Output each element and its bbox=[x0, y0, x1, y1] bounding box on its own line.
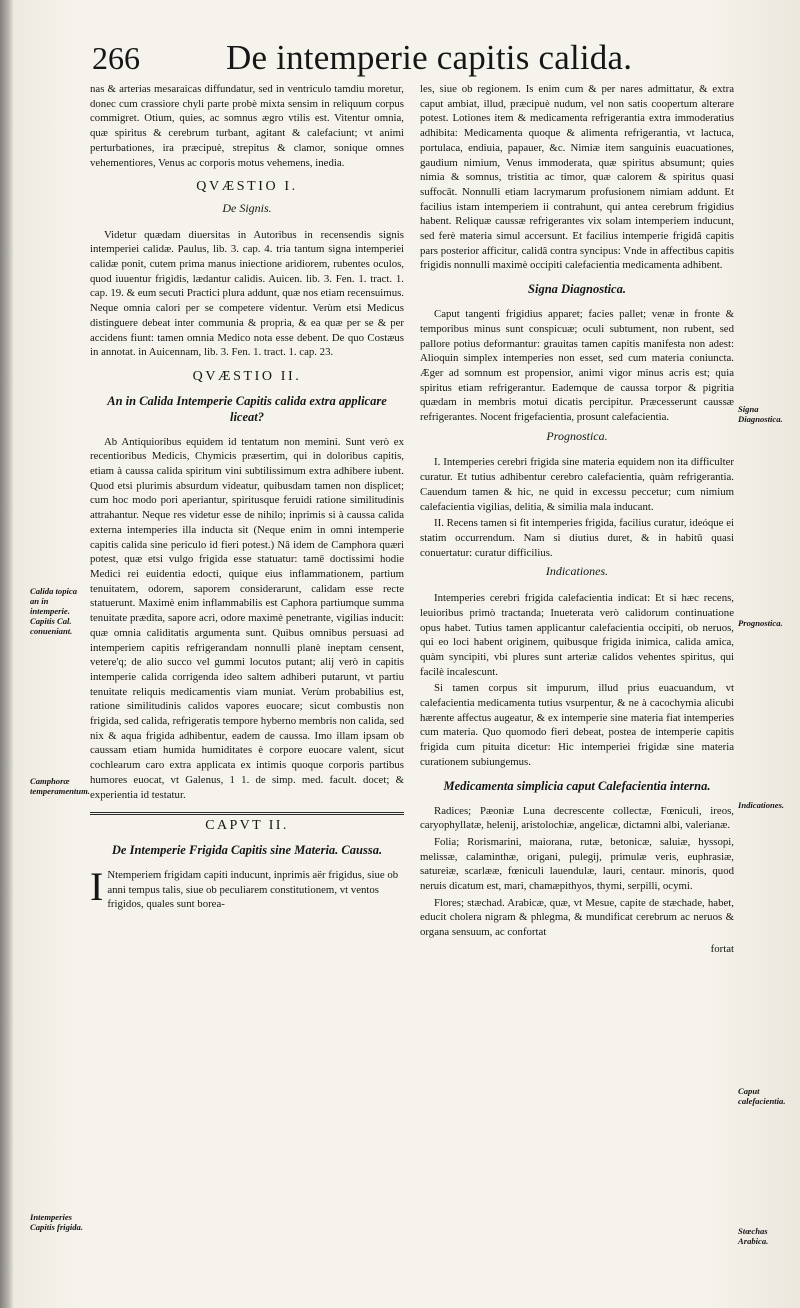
prognostica-title: Prognostica. bbox=[546, 428, 608, 443]
drop-capital: I bbox=[90, 863, 104, 909]
catchword: fortat bbox=[710, 942, 734, 955]
page-gutter-shadow bbox=[0, 0, 14, 1308]
margin-note-camphora: Camphoræ temperamentum. bbox=[30, 776, 90, 796]
right-column bbox=[420, 82, 734, 957]
margin-note-calida-topica: Calida topica an in intemperie. Capitis Cal. conueniant. bbox=[30, 586, 78, 636]
prognostica-body-1: I. Intemperies cerebri frigida sine materia equidem non ita difficulter curatur. Et tutius adhibentur cerebro calefacientia, quàm refrigerantia. Cauendum tamen & hic, ne quid in excessu peccetur; cum nimium calefacientia vigilias, delitia, & similia mala inducant. bbox=[420, 456, 734, 513]
section-rule bbox=[90, 812, 404, 815]
quaestio-1-body: Videtur quædam diuersitas in Autoribus in recensendis signis intemperiei calidæ. Paulus, lib. 3. cap. 4. tria tantum signa intemperiei calidæ ponit, cutem prima manus iniectione aridiorem, rubentes oculos, quod iuuentur frigidis, lædantur calidis. Auicen. lib. 3. Fen. 1. tract. 1. cap. 19. & eum secuti Practici plura addunt, quæ nos etiam recensuimus. Neque omnia calori per se competere videntur. Verùm etsi Medicus distinguere debeat inter communia & propria, & ea quæ per se & per accidens fiunt: tamen omnia Medico nota esse debent. De quo Costæus in annotat. in Auicennam, lib. 3. Fen. 1. tract. 1. cap. 23. bbox=[90, 228, 404, 359]
indicationes-body-2: Si tamen corpus sit impurum, illud prius euacuandum, vt calefacientia medicamenta tutius vsurpentur, & ne à cacochymia alicubi hærente affectus augeatur, & ex intemperie sine materia fiat intemperies cum materia. Quo quomodo fieri debeat, postea de intemperie capitis frigida cum pituita dicetur: Hic intemperiei frigidæ sine materia curationem subiungemus. bbox=[420, 682, 734, 768]
margin-note-indicationes: Indicationes. bbox=[738, 800, 785, 810]
intro-paragraph: nas & arterias mesaraicas diffundatur, sed in ventriculo tamdiu moretur, donec cum crassiore chyli parte probè mixta sensim in reliquum corpus commigret. Otium, quies, ac somnus ægro vtilis est. Vitentur omnia, quæ spiritus & cerebrum turbant, agitant & calefaciunt; vt animi perturbationes, ira præcipuè, strepitus & clamor, sonique omnes vehementiores, Venus ac corporis motus vehemens, inedia. bbox=[90, 83, 404, 169]
indicationes-body-1: Intemperies cerebri frigida calefacientia indicat: Et si hæc recens, leuioribus primò tractanda; Inueterata verò calidorum continuatione opus habet. Tutius tamen applicantur calefacientia occipiti, ob neruos, qui eo loci habent originem, quibusque frigida inimica, calida amica, quàm syncipiti, vbi plures sunt arteriæ calidos vehentes spiritus, qui facilè incalescunt. bbox=[420, 592, 734, 678]
caput-2-subtitle: De Intemperie Frigida Capitis sine Materia. Caussa. bbox=[111, 842, 383, 857]
left-column bbox=[90, 82, 404, 912]
running-title: De intemperie capitis calida. bbox=[226, 38, 633, 77]
medicamenta-radices: Radices; Pæoniæ Luna decrescente collectæ, Fœniculi, ireos, caryophyllatæ, helenij, aristolochiæ, angelicæ, dictamni albi, valerianæ. bbox=[420, 804, 734, 832]
quaestio-1-title: QVÆSTIO I. bbox=[196, 179, 298, 195]
caput-2-paragraph bbox=[90, 863, 404, 912]
indicationes-title: Indicationes. bbox=[545, 564, 609, 579]
caput-2-body: Ntemperiem frigidam capiti inducunt, inprimis aër frigidus, siue ob anni tempus talis, siue ob peculiarem constitutionem, vt ventos frigidos, quales sunt borea- bbox=[107, 868, 399, 911]
caput-2-title: CAPVT II. bbox=[205, 818, 289, 834]
medicamenta-title: Medicamenta simplicia caput Calefacientia interna. bbox=[443, 778, 711, 793]
signa-diagnostica-body: Caput tangenti frigidius apparet; facies pallet; venæ in fronte & temporibus minus sunt conspicuæ; oculi subtument, non rubent, sed pallore potius deformantur: grauitas tamen capitis manifesta non adest: Alioquin simplex intemperies non esset, sed cum materia coniuncta. Æger ad somnum est propensior, animi vigor minus acris est; quia spiritus etiam refrigerantur. Eademque de caussa torpor & pigritia quædam in membris motui dicatis percipitur. Præcesserunt caussæ refrigerantes. Nocent frigefacientia, prosunt calefacientia. bbox=[420, 308, 734, 424]
margin-note-stoechas: Stœchas Arabica. bbox=[738, 1226, 769, 1246]
quaestio-1-subtitle: De Signis. bbox=[222, 200, 272, 215]
medicamenta-folia: Folia; Rorismarini, maiorana, rutæ, betonicæ, saluiæ, hyssopi, melissæ, calaminthæ, origani, pulegij, primulæ veris, euphrasiæ, satureiæ, scarlææ, fœniculi lauendulæ, lauri, centaur. minoris, quod neruis dicatum est, mari, chamæpithyos, thymi, serpilli, ocymi. bbox=[420, 835, 734, 893]
medicamenta-flores: Flores; stæchad. Arabicæ, quæ, vt Mesue, capite de stæchade, habet, educit cholera nigram & phlegma, & mundificat cerebrum ac neruos & organa sensuum, ac confortat bbox=[420, 896, 734, 939]
quaestio-2-title: QVÆSTIO II. bbox=[192, 368, 302, 384]
continued-paragraph: les, siue ob regionem. Is enim cum & per nares admittatur, & extra caput ambiat, illud, præcipuè nudum, vel non satis coopertum alterare potest. Lotiones item & medicamenta refrigerantia extra immoderatius adhibita: Medicamenta quoque & alimenta refrigerantia, vt lactuca, portulaca, endiuia, papauer, &c. Nimiæ item sanguinis euacuationes, gaudium nimium, Venus immoderata, quæ spiritus absumunt; quies nimia & somnus, tristitia ac timor, quæ calorem & spiritus quasi suffocāt. Nonnulli etiam lacrymarum profusionem nimiam addunt. Et facilius istam intemperiem ii contrahunt, qui antea cerebrum frigidius habent. Reliquæ caussæ refrigerantes vix solam intemperiem inducunt, sed ferè materia simul accersunt. Et facilius intemperie frigidâ capitis pars posterior afficitur, calidâ contra syncipus: Vnde in affectibus capitis frigidis nonnulli maximè occipiti calefacientia medicamenta adhibent. bbox=[420, 83, 734, 272]
margin-note-intemperies: Intemperies Capitis frigida. bbox=[30, 1212, 84, 1232]
signa-diagnostica-title: Signa Diagnostica. bbox=[528, 282, 626, 297]
prognostica-body-2: II. Recens tamen si fit intemperies frigida, facilius curatur, ideóque ei statim occurrendum. Nam si diutius duret, & in habitū quasi conuertatur: curatur difficilius. bbox=[420, 517, 734, 559]
margin-note-caput-calefacientia: Caput calefacientia. bbox=[738, 1086, 786, 1106]
quaestio-2-subtitle: An in Calida Intemperie Capitis calida extra applicare liceat? bbox=[107, 393, 387, 424]
page-number: 266 bbox=[92, 40, 140, 76]
quaestio-2-body: Ab Antiquioribus equidem id tentatum non memini. Sunt verò ex recentioribus Medicis, Chymicis præsertim, qui in doloribus capitis, etiam à caussa calida spiritum vini subtilissimum extra adhibere iubent. Quod etsi plurimis absurdum videatur, quibusdam tamen non displicet; cum hoc modo pori aperiantur, spiritusque feruidi ratione similitudinis attrahantur. Neque res videtur esse de nihilo; inprimis si à caussa calida externa intemperies illa inducta sit (Neque enim in omni intemperie capitis calida sine periculo id fieri potest.) Nâ idem de Camphora quæri potest, quæ etsi vulgo frigida esse statuatur: tamē doctissimi hodie Medici rei euidentia edocti, quique eius inflammationem, partium tenuitatem, odorem, saporem considerarunt, calidam esse recte statuerunt. Maximè enim inflammabilis est Caphora partiumque summa tenuitate prædita, sapore acri, odore maximè penetrante, vigilias inducit: quæ omnia caliditatis argumenta sunt. Quibus omnibus persuasi ad intemperiem capitis refrigerandam nonnulli planè ineptam censent, vetere'q; de alio succo vel gummi locutos putant; alij verò in capitis intemperie calida corrigenda ideo saltem adhiberi putarunt, vt partiu tenuitate reliquis medicamentis viam muniat. Verùm probabilius est, ratione similitudinis calidos vapores euocare; sicut combustis non frigida, sed calida, refrigeratis tempore hyberno membris non calida, sed nix & aqua frigida adhibentur, eadem de caussa. Imo illam ipsam ob caussam etiam humida humiditates è corpore euocare valent, sicut cochlearum caro extra applicata ex intimis quoque corporis partibus humores euocat, vt Galenus, 1 1. de simp. med. facult. docet; & experientia id testatur. bbox=[90, 435, 404, 801]
margin-note-signa-diagnostica: Signa Diagnostica. bbox=[738, 404, 783, 424]
margin-note-prognostica: Prognostica. bbox=[738, 618, 783, 628]
